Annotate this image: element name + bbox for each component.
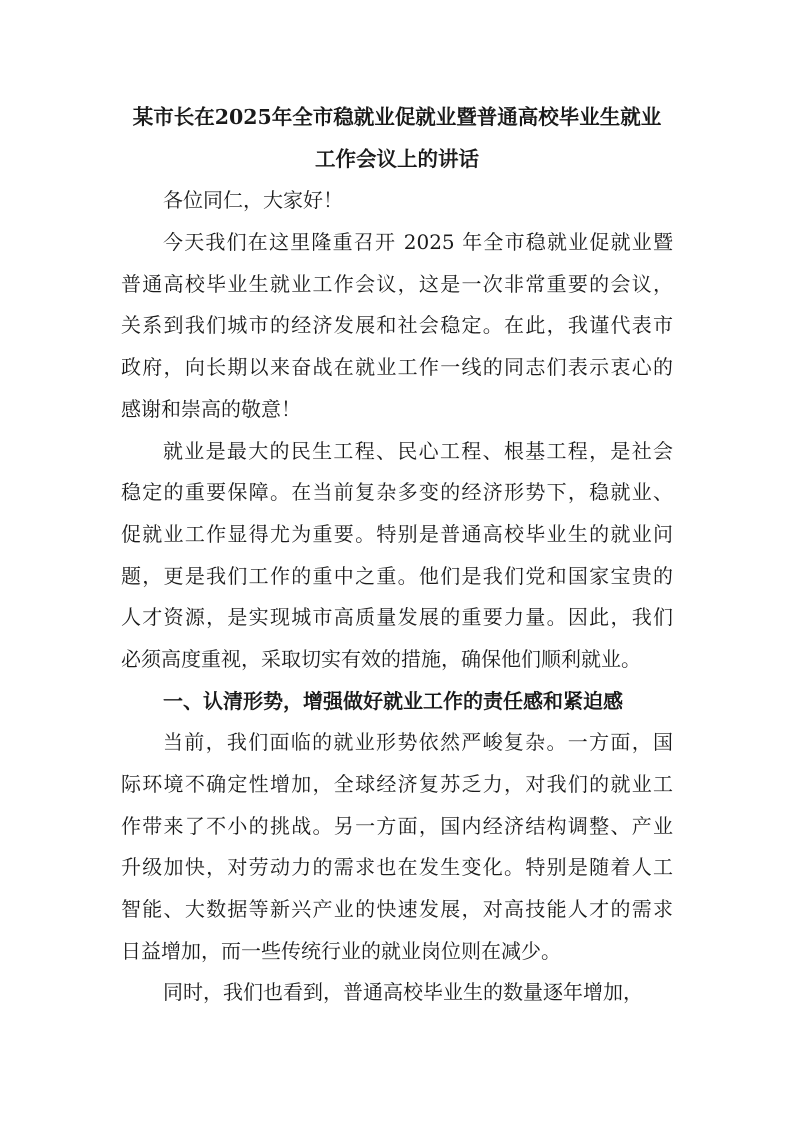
text-line: 人才资源，是实现城市高质量发展的重要力量。因此，我们 — [121, 605, 673, 630]
document-page — [121, 97, 673, 1014]
text-line: 关系到我们城市的经济发展和社会稳定。在此，我谨代表市 — [121, 313, 673, 338]
text-line: 促就业工作显得尤为重要。特别是普通高校毕业生的就业问 — [121, 521, 673, 546]
text-line: 日益增加，而一些传统行业的就业岗位则在减少。 — [121, 938, 561, 963]
text-line: 各位同仁，大家好！ — [163, 188, 343, 213]
text-line: 就业是最大的民生工程、民心工程、根基工程，是社会 — [163, 438, 673, 463]
text-line: 政府，向长期以来奋战在就业工作一线的同志们表示衷心的 — [121, 355, 673, 380]
paragraph — [121, 972, 673, 1014]
text-line: 升级加快，对劳动力的需求也在发生变化。特别是随着人工 — [121, 855, 673, 880]
text-line: 际环境不确定性增加，全球经济复苏乏力，对我们的就业工 — [121, 772, 673, 796]
text-line: 今天我们在这里隆重召开 2025 年全市稳就业促就业暨 — [163, 230, 673, 255]
text-line: 感谢和崇高的敬意！ — [121, 396, 301, 421]
section-heading — [121, 681, 673, 723]
title-line: 工作会议上的讲话 — [315, 146, 479, 171]
paragraph — [121, 722, 673, 972]
paragraph — [121, 431, 673, 681]
text-line: 智能、大数据等新兴产业的快速发展，对高技能人才的需求 — [121, 897, 673, 922]
text-line: 必须高度重视，采取切实有效的措施，确保他们顺利就业。 — [121, 646, 641, 671]
text-line: 稳定的重要保障。在当前复杂多变的经济形势下，稳就业、 — [121, 480, 673, 505]
text-line: 作带来了不小的挑战。另一方面，国内经济结构调整、产业 — [121, 813, 673, 838]
paragraph — [121, 180, 673, 222]
text-line: 题，更是我们工作的重中之重。他们是我们党和国家宝贵的 — [121, 563, 673, 588]
paragraph — [121, 222, 673, 430]
text-line: 一、认清形势，增强做好就业工作的责任感和紧迫感 — [163, 688, 623, 713]
text-line: 普通高校毕业生就业工作会议，这是一次非常重要的会议， — [121, 271, 673, 296]
document-title — [121, 97, 673, 180]
title-line: 某市长在2025年全市稳就业促就业暨普通高校毕业生就业 — [132, 105, 662, 129]
text-line: 同时，我们也看到，普通高校毕业生的数量逐年增加， — [163, 980, 643, 1005]
document-body — [121, 180, 673, 1014]
text-line: 当前，我们面临的就业形势依然严峻复杂。一方面，国 — [163, 730, 673, 755]
